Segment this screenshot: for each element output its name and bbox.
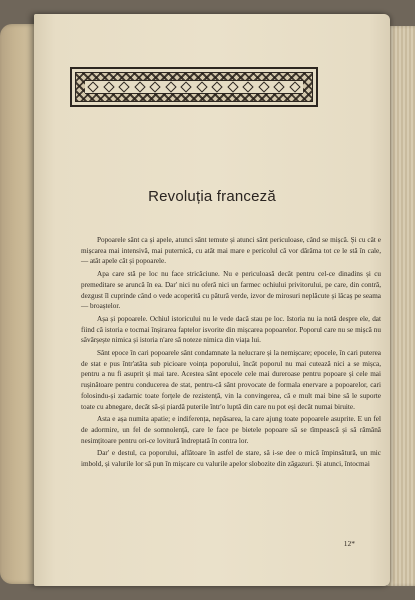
body-text bbox=[81, 235, 381, 472]
paragraph: Dar' e destul, ca poporului, aflătoare în astfel de stare, să i-se dee o mică împinsătură, un mic imbold, și valurile lor să pun în mișcare cu valurile apelor slobozite din zăgazuri. Și atunci, întocmai bbox=[81, 449, 381, 469]
ornament-diamond bbox=[212, 81, 223, 92]
left-page-edge bbox=[0, 24, 38, 584]
ornament-diamond bbox=[103, 81, 114, 92]
ornament-diamond bbox=[258, 81, 269, 92]
decorative-header-ornament bbox=[70, 67, 318, 107]
paragraph: Popoarele sânt ca și apele, atunci sânt temute și atunci sânt periculoase, când se mișcă. Și cu cât e mișcarea mai intensivă, mai puternică, cu atât mai mare e pericolul că vor dărâma tot ce le stă în cale, — atât apele cât și popoarele. bbox=[81, 236, 381, 266]
ornament-band bbox=[85, 80, 302, 94]
ornament-pattern bbox=[75, 72, 313, 102]
ornament-diamond bbox=[165, 81, 176, 92]
paragraph: Apa care stă pe loc nu face stricăciune. Nu e periculoasă decât pentru cel-ce dinadins și cu premeditare se aruncă în ea. Dar' nici nu oferă nici un farmec ochiului privitorului, pe care, din contră, dezgust îl cuprinde când o vede acoperită cu pătură verde, izvor de mirosuri neplăcute și lăcaș pe seama — broaștelor. bbox=[81, 270, 381, 311]
page-stack-edge bbox=[387, 26, 415, 586]
ornament-diamond bbox=[150, 81, 161, 92]
ornament-diamond bbox=[88, 81, 99, 92]
chapter-title: Revoluția franceză bbox=[148, 188, 276, 205]
paragraph: Așa și popoarele. Ochiul istoricului nu le vede dacă stau pe loc. Istoria nu ia notă despre ele, dat fiind că istoria e tocmai înșirarea faptelor isvorite din mișcarea popoarelor. Poporul care nu se mișcă nu săvârșește nimica și istoria n'are să noteze nimica din viața lui. bbox=[81, 314, 381, 345]
paragraph: Sânt epoce în cari popoarele sânt condamnate la nelucrare și la nemișcare; epocele, în cari puterea de stat e pus într'atâta sub picioare voința poporului, încât poporul nu mai cutează nici a se mișca, pentru a nu fi asuprit și mai tare. Acestea sânt epocele cele mai dureroase pentru popoare și cele mai rușinătoare pentru conducerea de stat, pentru-că sânt provocate de formala enervare a popoarelor, cari folosindu-și zadarnic toate forțele de rezistență, vin la convingerea, că e mult mai bine să le suporte toate cu abnegare, decât să-și piardă puterile într'o luptă din care nu pot eși decât numai biruite. bbox=[81, 349, 381, 411]
ornament-diamond bbox=[243, 81, 254, 92]
ornament-diamond bbox=[196, 81, 207, 92]
ornament-diamond bbox=[134, 81, 145, 92]
ornament-diamond bbox=[274, 81, 285, 92]
book-page bbox=[34, 14, 390, 586]
ornament-diamond bbox=[181, 81, 192, 92]
ornament-diamond bbox=[289, 81, 300, 92]
page-number: 12* bbox=[343, 539, 355, 548]
ornament-diamond bbox=[227, 81, 238, 92]
ornament-diamond bbox=[119, 81, 130, 92]
paragraph: Asta e așa numita apatie; e indiferența, nepăsarea, la care ajung toate popoarele asuprite. E un fel de adormire, un fel de somnolență, care le face pe bietele popoare să se tîmpească și să rămână nesimțitoare pentru ori-ce lovitură îndreptată în contra lor. bbox=[81, 415, 381, 445]
